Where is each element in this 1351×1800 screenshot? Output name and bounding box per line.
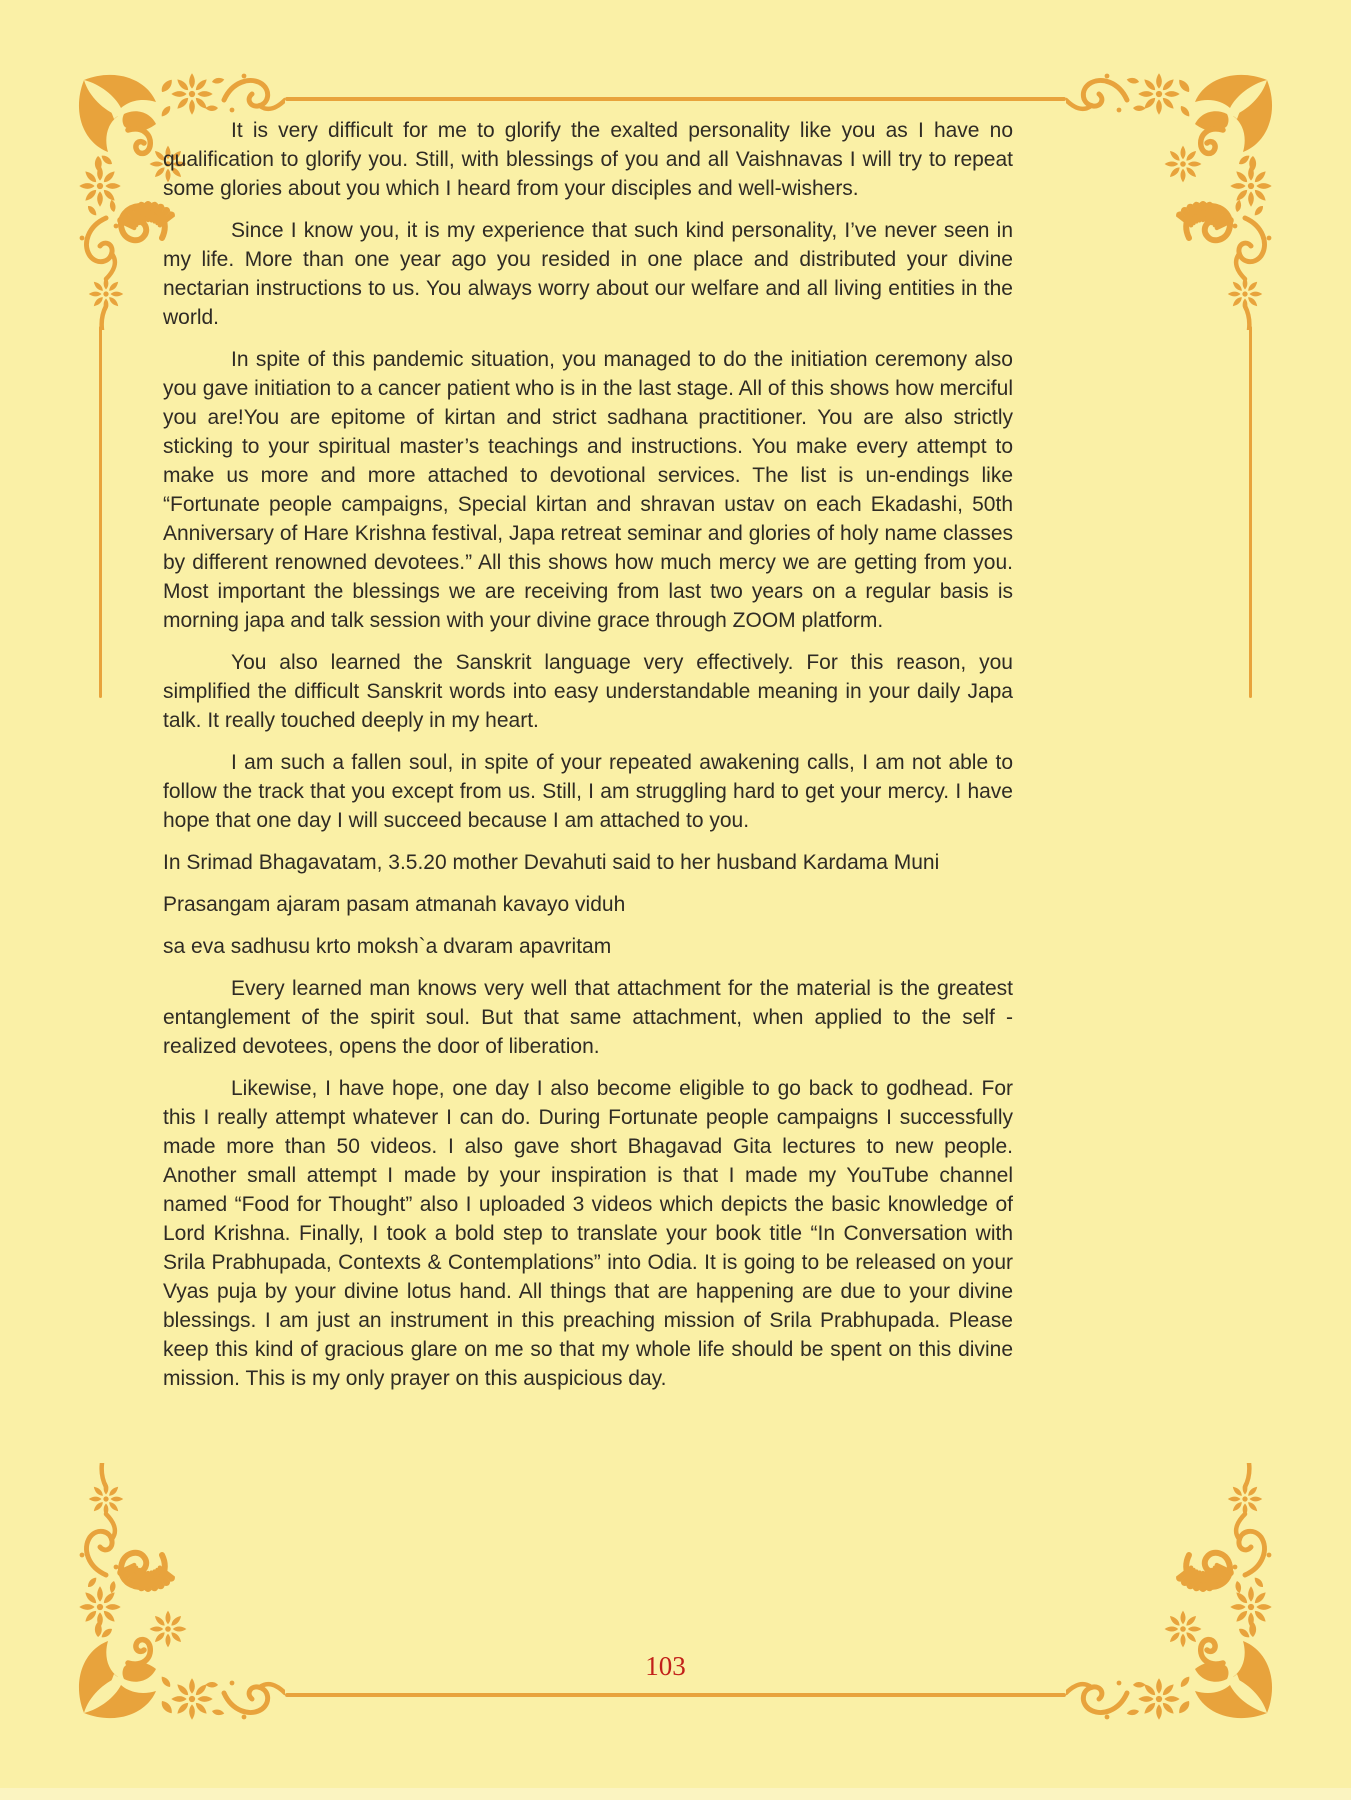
paragraph-9: Every learned man knows very well that attachment for the material is the greatest entanglement of the spirit soul. But that same attachment, when applied to the self - realized devotees, opens the door of liberation. xyxy=(163,977,1013,1058)
left-border-rule xyxy=(99,326,102,698)
bottom-border-rule xyxy=(285,1693,1066,1697)
paragraph-10: Likewise, I have hope, one day I also become eligible to go back to godhead. For this I really attempt whatever I can do. During Fortunate people campaigns I successfully made more than 50 videos. I also gave short Bhagavad Gita lectures to new people. Another small attempt I made by your inspiration is that I made my YouTube channel named “Food for Thought” also I uploaded 3 videos which depicts the basic knowledge of Lord Krishna. Finally, I took a bold step to translate your book title “In Conversation with Srila Prabhupada, Contexts & Contemplations” into Odia. It is going to be released on your Vyas puja by your divine lotus hand. All things that are happening are due to your divine blessings. I am just an instrument in this preaching mission of Srila Prabhupada. Please keep this kind of gracious glare on me so that my whole life should be spent on this divine mission. This is my only prayer on this auspicious day. xyxy=(163,1077,1013,1390)
sanskrit-verse-line-2: sa eva sadhusu krto moksh`a dvaram apavritam xyxy=(163,935,612,958)
page-number: 103 xyxy=(645,1651,686,1681)
paragraph-2: Since I know you, it is my experience that such kind personality, I’ve never seen in my life. More than one year ago you resided in one place and distributed your divine nectarian instructions to us. You always worry about our welfare and all living entities in the world. xyxy=(163,219,1013,329)
floral-corner-ornament-bottom-left xyxy=(72,1463,285,1727)
paragraph-5: I am such a fallen soul, in spite of your repeated awakening calls, I am not able to follow the track that you except from us. Still, I am struggling hard to get your mercy. I have hope that one day I will succeed because I am attached to you. xyxy=(163,751,1013,832)
paragraph-4: You also learned the Sanskrit language very effectively. For this reason, you simplified the difficult Sanskrit words into easy understandable meaning in your daily Japa talk. It really touched deeply in my heart. xyxy=(163,651,1013,732)
scripture-reference: In Srimad Bhagavatam, 3.5.20 mother Devahuti said to her husband Kardama Muni xyxy=(163,851,940,874)
sanskrit-verse-line-1: Prasangam ajaram pasam atmanah kavayo viduh xyxy=(163,893,626,916)
top-border-rule xyxy=(285,97,1066,101)
floral-corner-ornament-bottom-right xyxy=(1066,1463,1279,1727)
page-text xyxy=(163,116,1013,1406)
page-bottom-edge xyxy=(0,1788,1351,1800)
paragraph-1: It is very difficult for me to glorify the exalted personality like you as I have no qualification to glorify you. Still, with blessings of you and all Vaishnavas I will try to repeat some glories about you which I heard from your disciples and well-wishers. xyxy=(163,119,1013,200)
floral-corner-ornament-top-right xyxy=(1066,66,1279,330)
paragraph-3: In spite of this pandemic situation, you managed to do the initiation ceremony also you gave initiation to a cancer patient who is in the last stage. All of this shows how merciful you are!You are epitome of kirtan and strict sadhana practitioner. You are also strictly sticking to your spiritual master’s teachings and instructions. You make every attempt to make us more and more attached to devotional services. The list is un-endings like “Fortunate people campaigns, Special kirtan and shravan ustav on each Ekadashi, 50th Anniversary of Hare Krishna festival, Japa retreat seminar and glories of holy name classes by different renowned devotees.” All this shows how much mercy we are getting from you. Most important the blessings we are receiving from last two years on a regular basis is morning japa and talk session with your divine grace through ZOOM platform. xyxy=(163,348,1013,632)
right-border-rule xyxy=(1249,326,1252,698)
